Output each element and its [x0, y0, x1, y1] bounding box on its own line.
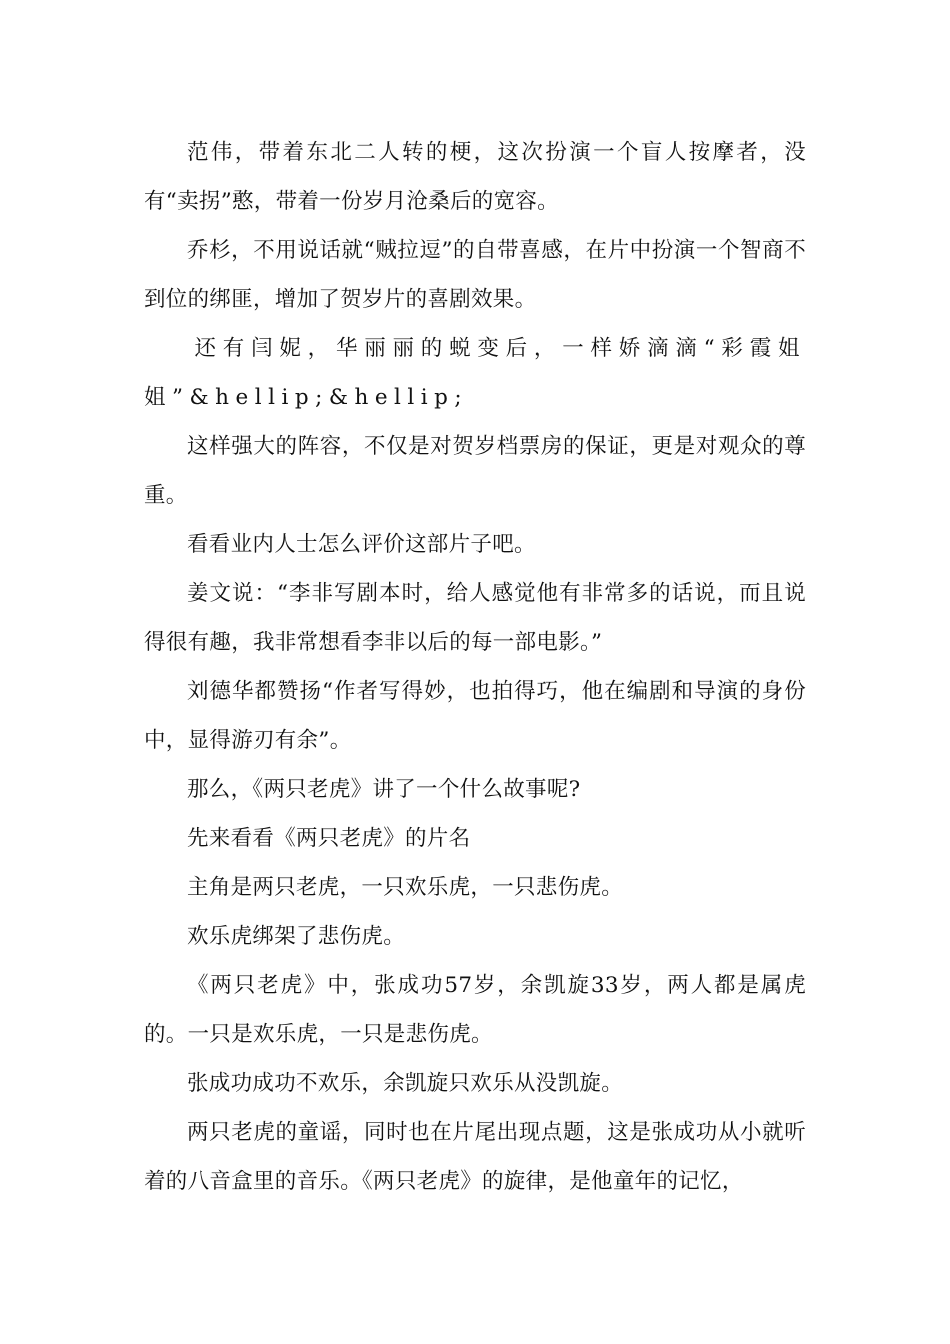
- paragraph: 范伟，带着东北二人转的梗，这次扮演一个盲人按摩者，没有“卖拐”憨，带着一份岁月沧桑后的宽容。: [144, 140, 806, 214]
- paragraph: 姜文说：“李非写剧本时，给人感觉他有非常多的话说，而且说得很有趣，我非常想看李非以后的每一部电影。”: [144, 581, 806, 655]
- paragraph: 张成功成功不欢乐，余凯旋只欢乐从没凯旋。: [187, 1071, 624, 1096]
- paragraph: 欢乐虎绑架了悲伤虎。: [187, 924, 406, 949]
- paragraph: 两只老虎的童谣，同时也在片尾出现点题，这是张成功从小就听着的八音盒里的音乐。《两只老虎》的旋律，是他童年的记忆，: [144, 1120, 806, 1194]
- paragraph: 乔杉，不用说话就“贼拉逗”的自带喜感，在片中扮演一个智商不到位的绑匪，增加了贺岁片的喜剧效果。: [144, 238, 806, 312]
- paragraph: 《两只老虎》中，张成功57岁，余凯旋33岁，两人都是属虎的。一只是欢乐虎，一只是悲伤虎。: [144, 973, 806, 1047]
- paragraph: 刘德华都赞扬“作者写得妙，也拍得巧，他在编剧和导演的身份中，显得游刃有余”。: [144, 679, 806, 753]
- paragraph: 看看业内人士怎么评价这部片子吧。: [187, 532, 536, 557]
- paragraph: 还有闫妮，华丽丽的蜕变后，一样娇滴滴“彩霞姐姐”&hellip;&hellip;: [144, 336, 806, 410]
- article-body: [144, 128, 806, 1206]
- paragraph: 先来看看《两只老虎》的片名: [187, 826, 471, 851]
- paragraph: 那么，《两只老虎》讲了一个什么故事呢?: [187, 777, 581, 802]
- paragraph: 主角是两只老虎，一只欢乐虎，一只悲伤虎。: [187, 875, 624, 900]
- paragraph: 这样强大的阵容，不仅是对贺岁档票房的保证，更是对观众的尊重。: [144, 434, 806, 508]
